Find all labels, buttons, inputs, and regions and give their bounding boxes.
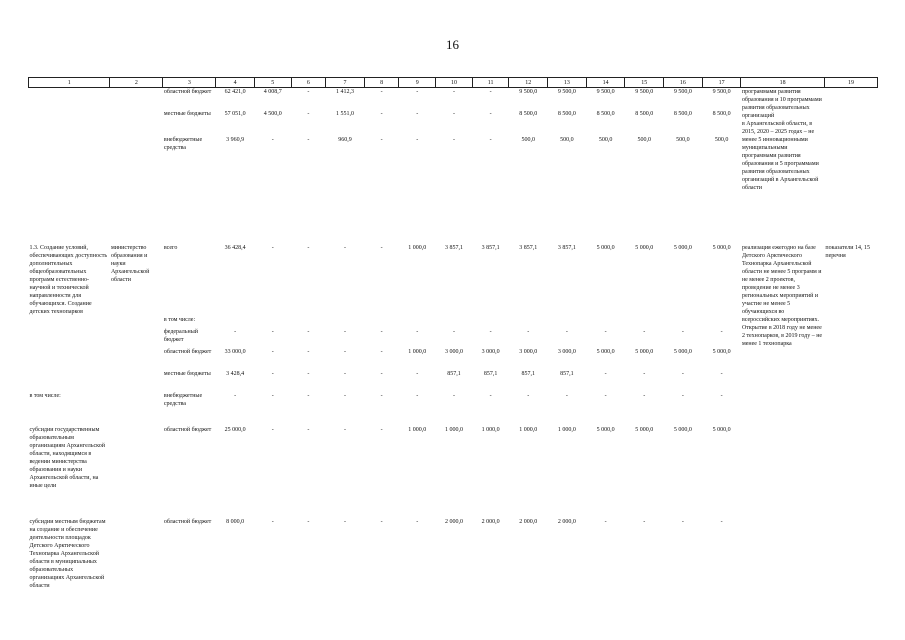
- column-header: 1: [29, 78, 110, 88]
- amount-cell: 8 500,0: [635, 110, 654, 117]
- amount-cell: -: [565, 392, 568, 399]
- amount-cell: -: [681, 328, 684, 335]
- amount-cell: 1 000,0: [481, 426, 500, 433]
- activity-cell: [29, 136, 110, 244]
- amount-cell: -: [380, 110, 383, 117]
- executor-cell: [110, 370, 163, 392]
- amount-cell: 5 000,0: [596, 426, 615, 433]
- amount-cell: -: [681, 370, 684, 377]
- amount-cell: [216, 316, 255, 328]
- amount-cell: 500,0: [637, 136, 651, 143]
- activity-cell: 1.3. Создание условий, обеспечивающих доступность дополнительных общеобразовательных программ естественно-научной и технической направленности для обучающихся. Создание детских технопарков: [29, 244, 108, 315]
- column-header: 3: [163, 78, 216, 88]
- column-header: 13: [548, 78, 587, 88]
- result-cell: реализация ежегодно на базе Детского Арктического Технопарка Архангельской области не менее 5 программ и не менее 2 проектов, проведение не менее 3 региональных мероприятий и участие не менее 5 обучающихся во всероссийских мероприятиях. Открытие в 2018 году не менее 2 технопарков, в 2019 году – не менее 1 технопарка: [741, 244, 823, 347]
- amount-cell: -: [489, 89, 492, 95]
- indicator-cell: [824, 110, 877, 136]
- amount-cell: 5 000,0: [635, 244, 654, 251]
- executor-cell: [110, 518, 163, 618]
- column-header: 19: [824, 78, 877, 88]
- amount-cell: -: [527, 392, 530, 399]
- amount-cell: 9 500,0: [519, 89, 538, 95]
- amount-cell: -: [307, 370, 310, 377]
- amount-cell: 1 000,0: [444, 426, 463, 433]
- amount-cell: 3 857,1: [519, 244, 538, 251]
- amount-cell: -: [452, 89, 455, 95]
- amount-cell: 500,0: [560, 136, 574, 143]
- amount-cell: 9 500,0: [635, 89, 654, 95]
- amount-cell: -: [380, 328, 383, 335]
- activity-cell: в том числе:: [29, 392, 61, 399]
- column-header: 2: [110, 78, 163, 88]
- activity-cell: [29, 328, 110, 348]
- amount-cell: [436, 316, 473, 328]
- amount-cell: -: [489, 110, 492, 117]
- amount-cell: -: [452, 136, 455, 143]
- amount-cell: 960,9: [338, 136, 352, 143]
- funding-source-cell: всего: [163, 244, 178, 251]
- amount-cell: 5 000,0: [635, 348, 654, 355]
- amount-cell: 1 000,0: [408, 426, 427, 433]
- amount-cell: -: [643, 392, 646, 399]
- amount-cell: 1 000,0: [557, 426, 576, 433]
- amount-cell: -: [271, 518, 274, 525]
- amount-cell: 9 500,0: [557, 89, 576, 95]
- funding-source-cell: в том числе:: [163, 316, 196, 323]
- executor-cell: [110, 328, 163, 348]
- amount-cell: -: [234, 392, 237, 399]
- amount-cell: -: [643, 328, 646, 335]
- executor-cell: [110, 348, 163, 370]
- amount-cell: 2 000,0: [519, 518, 538, 525]
- amount-cell: -: [271, 328, 274, 335]
- amount-cell: 8 500,0: [712, 110, 731, 117]
- amount-cell: 857,1: [483, 370, 498, 377]
- amount-cell: -: [416, 328, 419, 335]
- amount-cell: 3 000,0: [519, 348, 538, 355]
- amount-cell: -: [380, 518, 383, 525]
- amount-cell: 9 500,0: [712, 89, 731, 95]
- amount-cell: 5 000,0: [673, 348, 692, 355]
- amount-cell: -: [416, 392, 419, 399]
- amount-cell: -: [720, 370, 723, 377]
- amount-cell: -: [380, 426, 383, 433]
- amount-cell: -: [452, 328, 455, 335]
- amount-cell: 2 000,0: [481, 518, 500, 525]
- table-row: [29, 88, 878, 110]
- funding-source-cell: федеральный бюджет: [163, 328, 198, 343]
- amount-cell: 857,1: [560, 370, 574, 377]
- amount-cell: 3 000,0: [444, 348, 463, 355]
- amount-cell: 36 428,4: [224, 244, 246, 251]
- amount-cell: -: [380, 392, 383, 399]
- amount-cell: -: [271, 426, 274, 433]
- amount-cell: 8 500,0: [519, 110, 538, 117]
- amount-cell: -: [307, 348, 310, 355]
- amount-cell: 25 000,0: [224, 426, 246, 433]
- amount-cell: -: [307, 110, 310, 117]
- table-body: [29, 88, 878, 618]
- column-header: 10: [436, 78, 473, 88]
- indicator-cell: показатели 14, 15 перечня: [825, 244, 870, 259]
- amount-cell: [625, 316, 664, 328]
- result-cell: [741, 88, 824, 244]
- amount-cell: -: [416, 370, 419, 377]
- amount-cell: -: [344, 426, 347, 433]
- amount-cell: -: [271, 392, 274, 399]
- amount-cell: 5 000,0: [596, 244, 615, 251]
- amount-cell: -: [271, 348, 274, 355]
- amount-cell: -: [527, 328, 530, 335]
- amount-cell: [291, 316, 326, 328]
- amount-cell: -: [344, 370, 347, 377]
- amount-cell: 5 000,0: [712, 426, 731, 433]
- column-header: 4: [216, 78, 255, 88]
- amount-cell: 3 960,9: [226, 136, 245, 143]
- amount-cell: 5 000,0: [712, 348, 731, 355]
- amount-cell: 3 857,1: [557, 244, 576, 251]
- amount-cell: -: [271, 244, 274, 251]
- executor-cell: [110, 88, 163, 110]
- column-header: 12: [509, 78, 548, 88]
- amount-cell: -: [307, 136, 310, 143]
- amount-cell: 3 000,0: [481, 348, 500, 355]
- amount-cell: 8 500,0: [596, 110, 615, 117]
- amount-cell: -: [271, 370, 274, 377]
- column-header: 18: [741, 78, 824, 88]
- amount-cell: 500,0: [714, 136, 729, 143]
- executor-cell: [110, 316, 163, 328]
- amount-cell: -: [489, 328, 492, 335]
- column-header: 9: [399, 78, 436, 88]
- amount-cell: -: [380, 348, 383, 355]
- indicator-cell: [824, 136, 877, 244]
- amount-cell: -: [681, 518, 684, 525]
- amount-cell: [548, 316, 587, 328]
- amount-cell: 33 000,0: [224, 348, 246, 355]
- amount-cell: -: [720, 518, 723, 525]
- amount-cell: 8 000,0: [226, 518, 245, 525]
- amount-cell: -: [416, 518, 419, 525]
- amount-cell: 62 421,0: [224, 89, 246, 95]
- amount-cell: -: [344, 348, 347, 355]
- page-number: 16: [446, 37, 459, 52]
- amount-cell: -: [234, 328, 237, 335]
- amount-cell: [664, 316, 703, 328]
- amount-cell: 5 000,0: [635, 426, 654, 433]
- column-header: 17: [702, 78, 741, 88]
- activity-cell: [29, 110, 110, 136]
- amount-cell: 3 857,1: [444, 244, 463, 251]
- amount-cell: 500,0: [521, 136, 535, 143]
- amount-cell: -: [416, 136, 419, 143]
- amount-cell: -: [604, 370, 607, 377]
- funding-source-cell: местные бюджеты: [163, 370, 211, 377]
- amount-cell: -: [416, 89, 419, 95]
- amount-cell: -: [271, 136, 274, 143]
- amount-cell: -: [604, 392, 607, 399]
- amount-cell: -: [307, 244, 310, 251]
- amount-cell: -: [643, 370, 646, 377]
- amount-cell: 9 500,0: [596, 89, 615, 95]
- executor-cell: [110, 136, 163, 244]
- column-header: 6: [291, 78, 326, 88]
- funding-source-cell: областной бюджет: [163, 348, 212, 355]
- amount-cell: 1 000,0: [408, 244, 427, 251]
- amount-cell: -: [452, 110, 455, 117]
- funding-source-cell: областной бюджет: [163, 426, 212, 433]
- amount-cell: -: [565, 328, 568, 335]
- funding-source-cell: местные бюджеты: [163, 110, 211, 117]
- amount-cell: -: [720, 328, 723, 335]
- executor-cell: [110, 392, 163, 426]
- column-header: 8: [364, 78, 399, 88]
- amount-cell: -: [344, 392, 347, 399]
- amount-cell: 3 857,1: [481, 244, 500, 251]
- result-text-continued: в Архангельской области, в 2015, 2020 – 2025 годах – не менее 5 инновационными муниципальными программами развития образования и 5 программами развития образовательных организаций в Архангельской области: [741, 121, 819, 191]
- amount-cell: -: [307, 392, 310, 399]
- amount-cell: -: [344, 518, 347, 525]
- amount-cell: 857,1: [447, 370, 461, 377]
- amount-cell: -: [344, 328, 347, 335]
- amount-cell: 5 000,0: [596, 348, 615, 355]
- amount-cell: -: [604, 328, 607, 335]
- activity-cell: субсидии местным бюджетам на создание и обеспечение деятельности площадок Детского Арктического Технопарка Архангельской области в муниципальных образовательных организациях Архангельской области: [29, 518, 106, 589]
- amount-cell: -: [307, 518, 310, 525]
- funding-source-cell: внебюджетные средства: [163, 392, 203, 407]
- amount-cell: 500,0: [598, 136, 613, 143]
- amount-cell: 8 500,0: [673, 110, 692, 117]
- amount-cell: 4 500,0: [263, 110, 282, 117]
- amount-cell: -: [380, 136, 383, 143]
- amount-cell: -: [604, 518, 607, 525]
- amount-cell: [326, 316, 365, 328]
- funding-source-cell: внебюджетные средства: [163, 136, 203, 151]
- amount-cell: [472, 316, 509, 328]
- amount-cell: [509, 316, 548, 328]
- amount-cell: [254, 316, 291, 328]
- amount-cell: -: [489, 392, 492, 399]
- table-row: [29, 244, 878, 316]
- amount-cell: 1 412,3: [336, 89, 355, 95]
- indicator-cell: [824, 88, 877, 110]
- amount-cell: [702, 316, 741, 328]
- executor-cell: министерство образования и науки Архангельской области: [110, 244, 150, 283]
- amount-cell: [399, 316, 436, 328]
- amount-cell: -: [489, 136, 492, 143]
- funding-source-cell: областной бюджет: [163, 89, 212, 95]
- amount-cell: 57 051,0: [224, 110, 246, 117]
- amount-cell: 2 000,0: [557, 518, 576, 525]
- column-header: 5: [254, 78, 291, 88]
- amount-cell: 5 000,0: [712, 244, 731, 251]
- funding-source-cell: областной бюджет: [163, 518, 212, 525]
- amount-cell: -: [307, 426, 310, 433]
- amount-cell: 4 008,7: [263, 89, 282, 95]
- executor-cell: [110, 110, 163, 136]
- activity-cell: [29, 348, 110, 370]
- amount-cell: -: [344, 244, 347, 251]
- amount-cell: -: [380, 244, 383, 251]
- amount-cell: -: [643, 518, 646, 525]
- amount-cell: 9 500,0: [673, 89, 692, 95]
- activity-cell: [29, 316, 110, 328]
- amount-cell: -: [681, 392, 684, 399]
- amount-cell: [586, 316, 625, 328]
- amount-cell: -: [452, 392, 455, 399]
- amount-cell: -: [380, 370, 383, 377]
- result-text: программами развития образования и 10 программами развития образовательных организаций: [741, 89, 822, 119]
- column-header: 16: [664, 78, 703, 88]
- amount-cell: -: [307, 328, 310, 335]
- amount-cell: 3 428,4: [226, 370, 245, 377]
- amount-cell: 2 000,0: [444, 518, 463, 525]
- amount-cell: -: [720, 392, 723, 399]
- amount-cell: 1 551,0: [336, 110, 355, 117]
- amount-cell: 3 000,0: [557, 348, 576, 355]
- program-table: [28, 77, 878, 618]
- activity-cell: субсидии государственным образовательным организациям Архангельской области, находящимся в ведении министерства образования и науки Архангельской области, на иные цели: [29, 426, 105, 489]
- column-number-row: [29, 78, 878, 88]
- amount-cell: 1 000,0: [519, 426, 538, 433]
- amount-cell: -: [307, 89, 310, 95]
- column-header: 14: [586, 78, 625, 88]
- column-header: 11: [472, 78, 509, 88]
- amount-cell: 8 500,0: [557, 110, 576, 117]
- amount-cell: -: [416, 110, 419, 117]
- amount-cell: -: [380, 89, 383, 95]
- amount-cell: 5 000,0: [673, 244, 692, 251]
- activity-cell: [29, 370, 110, 392]
- amount-cell: 857,1: [521, 370, 535, 377]
- amount-cell: 5 000,0: [673, 426, 692, 433]
- executor-cell: [110, 426, 163, 518]
- amount-cell: [364, 316, 399, 328]
- column-header: 15: [625, 78, 664, 88]
- column-header: 7: [326, 78, 365, 88]
- amount-cell: 1 000,0: [408, 348, 427, 355]
- activity-cell: [29, 88, 110, 110]
- amount-cell: 500,0: [676, 136, 690, 143]
